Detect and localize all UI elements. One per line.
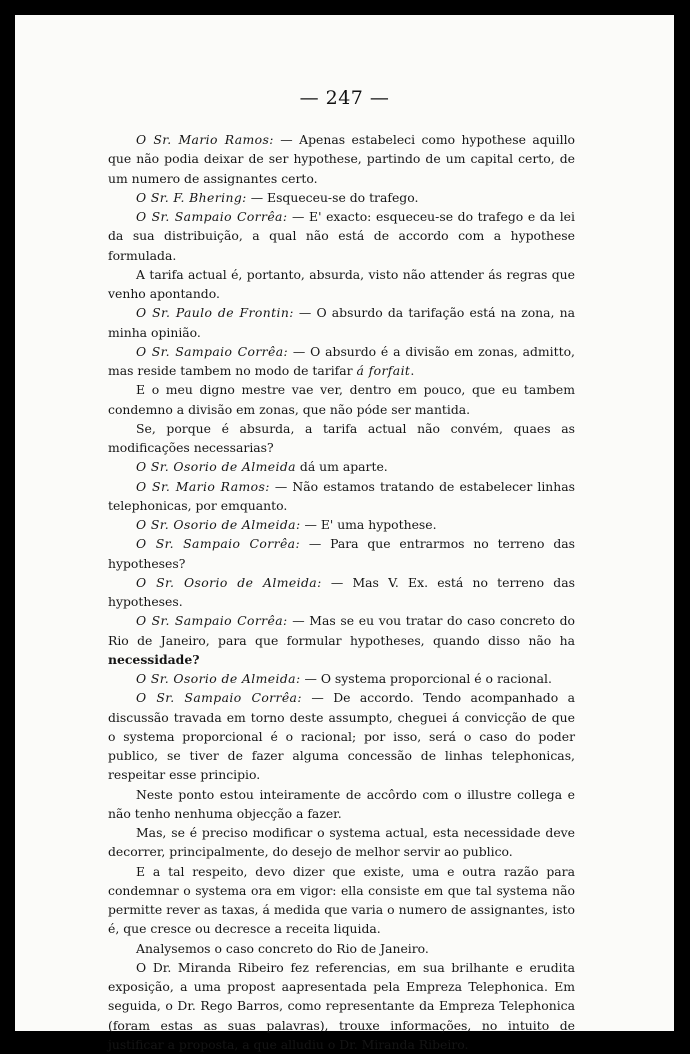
text-body (108, 130, 575, 1054)
paragraph (108, 380, 575, 419)
paragraph-text: — E' uma hypothese. (300, 517, 437, 532)
paragraph (108, 419, 575, 458)
paragraph-text: E o meu digno mestre vae ver, dentro em pouco, que eu tambem condemno a divisão em zonas, que não póde ser mantida. (108, 382, 575, 417)
paragraph (108, 457, 575, 476)
speaker: O Sr. Sampaio Corrêa: (136, 613, 288, 629)
paragraph (108, 130, 575, 188)
speaker: O Sr. Sampaio Corrêa: (136, 343, 289, 359)
paragraph-text: — Não estamos tratando de estabelecer linhas telephonicas, por emquanto. (108, 478, 575, 513)
speaker: O Sr. F. Bhering: (136, 189, 247, 205)
paragraph-text: — O absurdo é a divisão em zonas, admitto, mas reside tambem no modo de tarifar (108, 343, 575, 378)
paragraph-text: — Mas V. Ex. está no terreno das hypotheses. (108, 574, 575, 609)
speaker: O Sr. Sampaio Corrêa: (136, 536, 301, 552)
speaker: O Sr. Osorio de Almeida: (136, 671, 301, 686)
speaker: O Sr. Paulo de Frontin: (136, 305, 294, 321)
speaker: O Sr. Mario Ramos: (136, 478, 270, 494)
paragraph-text: — Mas se eu vou tratar do caso concreto do Rio de Janeiro, para que formular hypotheses, quando disso não ha (108, 613, 575, 648)
paragraph-text: — O systema proporcional é o racional. (300, 671, 552, 686)
paragraph-text: Se, porque é absurda, a tarifa actual não convém, quaes as modificações necessarias? (108, 420, 575, 455)
paragraph (108, 303, 575, 342)
paragraph (108, 515, 575, 534)
speaker: O Sr. Osorio de Almeida: (136, 574, 322, 590)
paragraph (108, 534, 575, 573)
paragraph (108, 823, 575, 862)
paragraph-text: — Esqueceu-se do trafego. (246, 189, 419, 205)
paragraph-tail: . (410, 363, 415, 378)
paragraph-text: — Para que entrarmos no terreno das hypotheses? (108, 536, 575, 571)
speaker: O Sr. Osorio de Almeida: (136, 517, 301, 532)
paragraph-text: — Apenas estabeleci como hypothese aquillo que não podia deixar de ser hypothese, partindo de um capital certo, de um numero de assignantes certo. (108, 132, 576, 186)
paragraph (108, 939, 575, 958)
paragraph (108, 669, 575, 688)
paragraph-text: E a tal respeito, devo dizer que existe, uma e outra razão para condemnar o systema ora em vigor: ella consiste em que tal systema não permitte rever as taxas, á medida que varia o numero de assignantes, isto é, que cresce ou decresce a receita liquida. (108, 863, 575, 937)
speaker: O Sr. Mario Ramos: (136, 132, 274, 147)
paragraph (108, 477, 575, 516)
paragraph (108, 265, 575, 304)
speaker: O Sr. Osorio de Almeida (136, 459, 296, 475)
paragraph-text: — De accordo. Tendo acompanhado a discussão travada em torno deste assumpto, cheguei á convicção de que o systema proporcional é o racional; por isso, será o caso do poder publico, se tiver de fazer alguma concessão de linhas telephonicas, respeitar esse principio. (108, 690, 575, 783)
paragraph (108, 862, 575, 939)
paragraph-text: Analysemos o caso concreto do Rio de Janeiro. (136, 940, 429, 956)
paragraph (108, 207, 575, 265)
paragraph-text: O Dr. Miranda Ribeiro fez referencias, em sua brilhante e erudita exposição, a uma propost aapresentada pela Empreza Telephonica. Em seguida, o Dr. Rego Barros, como representante da Empreza Telephonica (foram estas as suas palavras), trouxe informações, no intuito de justificar a proposta, a que alludiu o Dr. Miranda Ribeiro. (108, 959, 575, 1052)
italic-phrase: á forfait (356, 363, 411, 378)
paragraph (108, 573, 575, 612)
paragraph-text: Neste ponto estou inteiramente de accôrdo com o illustre collega e não tenho nenhuma objecção a fazer. (108, 786, 575, 821)
document-page (15, 15, 674, 1052)
paragraph (108, 188, 575, 207)
speaker: O Sr. Sampaio Corrêa: (136, 209, 288, 224)
paragraph-text: — O absurdo da tarifação está na zona, na minha opinião. (108, 305, 575, 340)
paragraph (108, 611, 575, 669)
speaker: O Sr. Sampaio Corrêa: (136, 690, 302, 706)
paragraph-text: — E' exacto: esqueceu-se do trafego e da lei da sua distribuição, a qual não está de accordo com a hypothese formulada. (108, 209, 575, 263)
bold-word: necessidade? (108, 651, 200, 667)
page-number: — 247 — (299, 87, 390, 109)
paragraph (108, 342, 575, 381)
paragraph-text: A tarifa actual é, portanto, absurda, visto não attender ás regras que venho apontando. (108, 266, 575, 301)
paragraph (108, 785, 575, 824)
paragraph-text: Mas, se é preciso modificar o systema actual, esta necessidade deve decorrer, principalmente, do desejo de melhor servir ao publico. (108, 825, 575, 860)
paragraph-text: dá um aparte. (295, 459, 388, 475)
paragraph (108, 958, 575, 1054)
paragraph (108, 688, 575, 784)
